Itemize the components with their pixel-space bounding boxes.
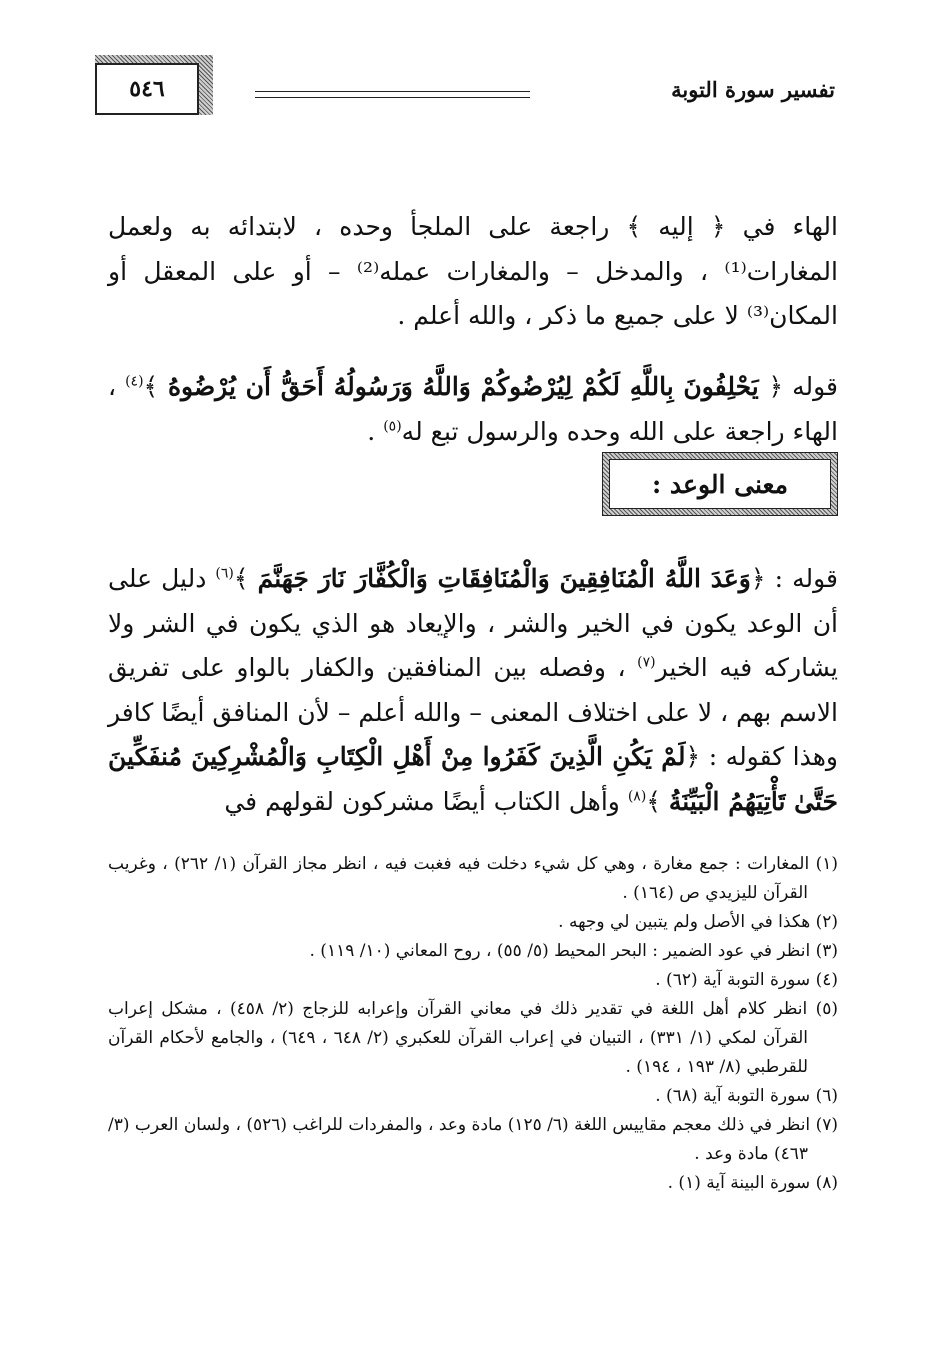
footnote-ref-7: (٧) <box>637 654 656 671</box>
paragraph-1: الهاء في ﴿ إليه ﴾ راجعة على الملجأ وحده ، لابتدائه به ولعمل المغارات⁽¹⁾ ، والمدخل – والمغارات عمله⁽²⁾ – أو على المعقل أو المكان⁽³⁾ لا على جميع ما ذكر ، والله أعلم . <box>108 212 838 330</box>
quran-verse: وَعَدَ اللَّهُ الْمُنَافِقِينَ وَالْمُنَافِقَاتِ وَالْكُفَّارَ نَارَ جَهَنَّمَ <box>257 564 751 593</box>
footnote: (٥) انظر كلام أهل اللغة في تقدير ذلك في معاني القرآن وإعرابه للزجاج (٢/ ٤٥٨) ، مشكل إعراب القرآن لمكي (١/ ٣٣١) ، التبيان في إعراب القرآن للعكبري (٢/ ٦٤٨ ، ٦٤٩) ، والجامع لأحكام القرآن للقرطبي (٨/ ١٩٣ ، ١٩٤) . <box>108 999 838 1077</box>
p2-intro: قوله <box>783 372 838 401</box>
p3-intro: قوله : <box>765 564 839 593</box>
footnote-ref-8: (٨) <box>627 788 647 805</box>
footnote-ref-5: (٥) <box>383 418 402 435</box>
running-title: تفسير سورة التوبة <box>671 77 835 102</box>
footnote: (١) المغارات : جمع مغارة ، وهي كل شيء دخلت فيه فغبت فيه ، انظر مجاز القرآن (١/ ٢٦٢) ، وغريب القرآن لليزيدي ص (١٦٤) . <box>108 854 838 903</box>
p3-rest-2: ، وفصله بين المنافقين والكفار بالواو على تفريق الاسم بهم ، لا على اختلاف المعنى – والله أعلم – لأن المنافق أيضًا كافر وهذا كقوله : <box>108 653 838 771</box>
verse-close-bracket: ﴾ <box>233 564 258 593</box>
verse-open-bracket: ﴿ <box>685 742 701 771</box>
footnote: (٢) هكذا في الأصل ولم يتبين لي وجهه . <box>558 912 838 932</box>
footnote: (٨) سورة البينة آية (١) . <box>667 1173 838 1193</box>
footnotes <box>108 850 838 1198</box>
page-number: ٥٤٦ <box>95 63 199 115</box>
p2-rest: ، الهاء راجعة على الله وحده والرسول تبع له <box>108 372 838 446</box>
paragraph-2 <box>108 365 838 454</box>
verse-open-bracket: ﴿ <box>750 564 766 593</box>
verse-close-bracket: ﴾ <box>143 372 159 401</box>
quran-verse: يَحْلِفُونَ بِاللَّهِ لَكُمْ لِيُرْضُوكُمْ وَاللَّهُ وَرَسُولُهُ أَحَقُّ أَن يُرْضُوهُ <box>158 372 769 401</box>
footnote-ref-6: (٦) <box>215 565 234 582</box>
p2-end: . <box>367 416 384 446</box>
paragraph-3 <box>108 557 838 824</box>
quran-verse: لَمْ يَكُنِ الَّذِينَ كَفَرُوا مِنْ أَهْلِ الْكِتَابِ وَالْمُشْرِكِينَ مُنفَكِّينَ حَتَّىٰ تَأْتِيَهُمُ الْبَيِّنَةُ <box>108 742 838 816</box>
footnote: (٤) سورة التوبة آية (٦٢) . <box>655 970 838 990</box>
page-header <box>95 55 835 125</box>
section-heading-frame <box>602 452 838 516</box>
header-rule <box>255 91 530 98</box>
page-number-frame <box>95 55 213 115</box>
footnote-ref-4: (٤) <box>125 373 144 390</box>
p3-rest: دليل على أن الوعد يكون في الخير والشر ، والإيعاد هو الذي يكون في الشر ولا يشاركه فيه الخير <box>108 564 838 682</box>
verse-close-bracket: ﴾ <box>646 786 669 816</box>
footnote: (٣) انظر في عود الضمير : البحر المحيط (٥/ ٥٥) ، روح المعاني (١٠/ ١١٩) . <box>309 941 838 961</box>
section-heading: معنى الوعد : <box>609 459 831 509</box>
p3-rest-3: وأهل الكتاب أيضًا مشركون لقولهم في <box>224 786 628 816</box>
verse-open-bracket: ﴿ <box>768 372 784 401</box>
footnote: (٦) سورة التوبة آية (٦٨) . <box>655 1086 838 1106</box>
footnote: (٧) انظر في ذلك معجم مقاييس اللغة (٦/ ١٢٥) مادة وعد ، والمفردات للراغب (٥٢٦) ، ولسان العرب (٣/ ٤٦٣) مادة وعد . <box>108 1115 838 1164</box>
